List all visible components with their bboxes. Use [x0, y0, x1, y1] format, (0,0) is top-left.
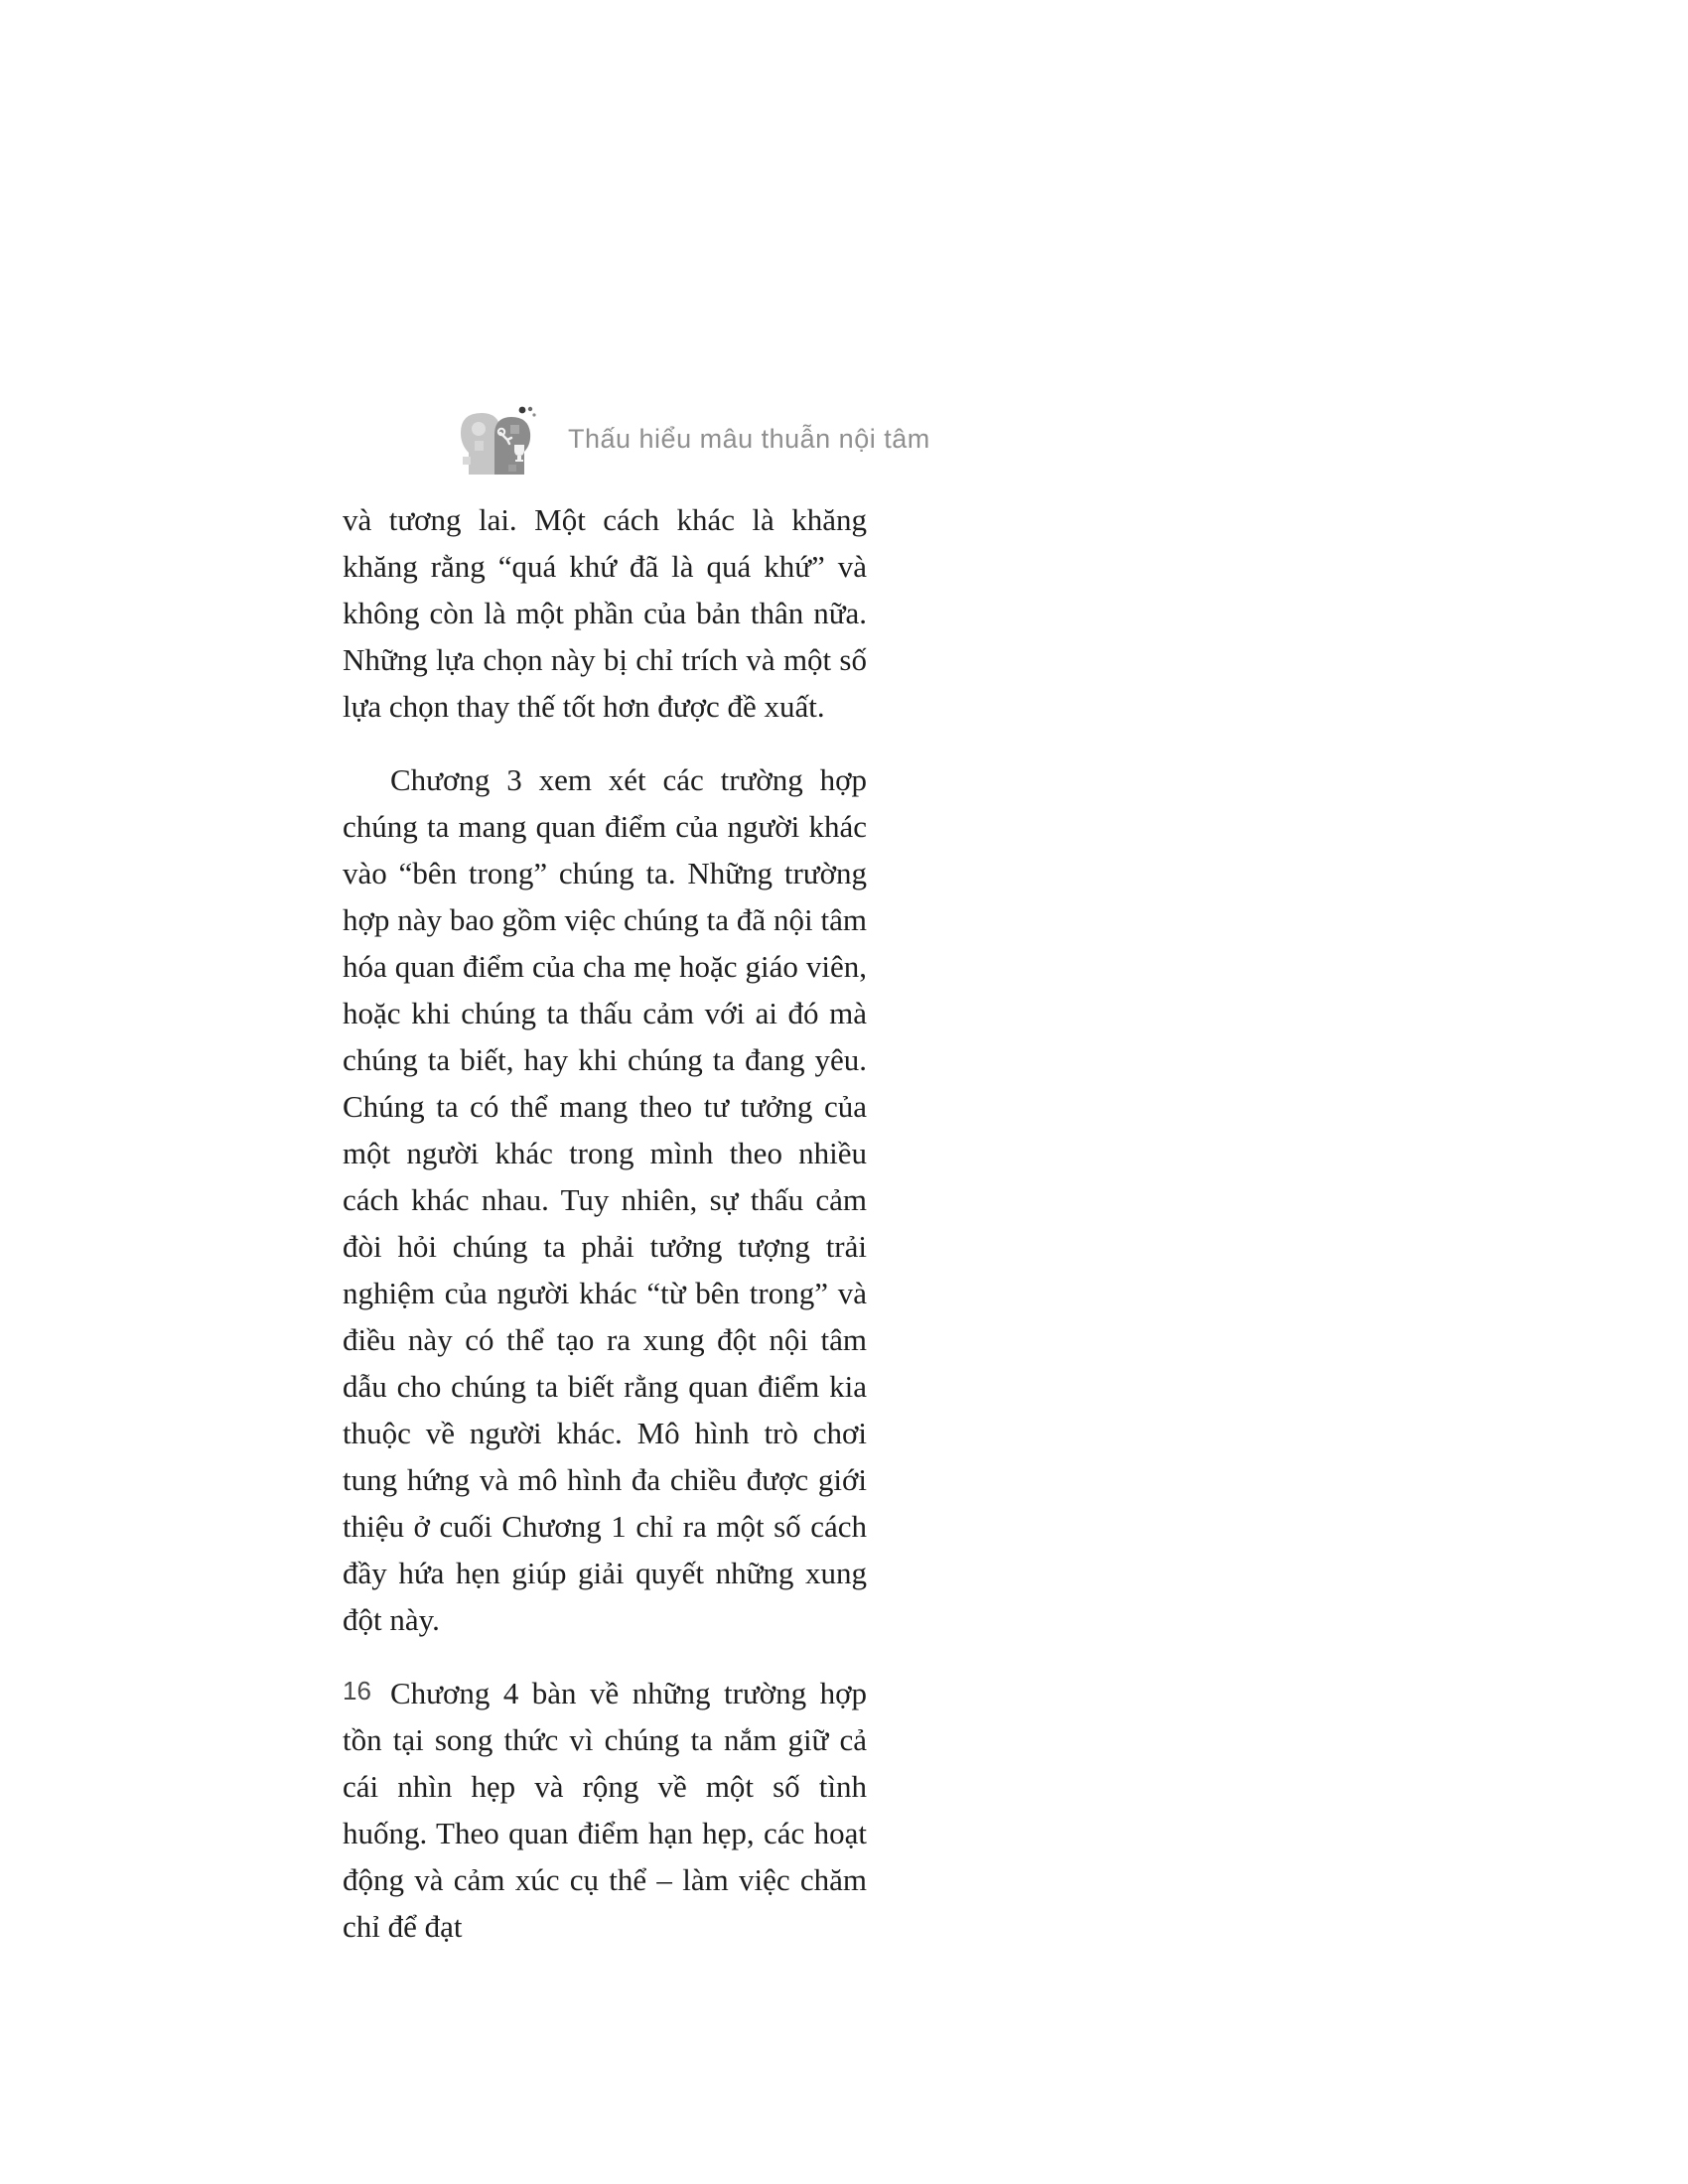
page-body-text — [343, 496, 867, 1950]
paragraph: Chương 4 bàn về những trường hợp tồn tại song thức vì chúng ta nắm giữ cả cái nhìn hẹp và rộng về một số tình huống. Theo quan điểm hạn hẹp, các hoạt động và cảm xúc cụ thể – làm việc chăm chỉ để đạt — [343, 1676, 867, 1944]
paragraph: và tương lai. Một cách khác là khăng khăng rằng “quá khứ đã là quá khứ” và không còn là một phần của bản thân nữa. Những lựa chọn này bị chỉ trích và một số lựa chọn thay thế tốt hơn được đề xuất. — [343, 502, 867, 724]
two-heads-logo-icon — [449, 405, 546, 477]
running-header-title: Thấu hiểu mâu thuẫn nội tâm — [568, 423, 930, 454]
page-number: 16 — [343, 1676, 371, 1706]
paragraph: Chương 3 xem xét các trường hợp chúng ta mang quan điểm của người khác vào “bên trong” chúng ta. Những trường hợp này bao gồm việc chúng ta đã nội tâm hóa quan điểm của cha mẹ hoặc giáo viên, hoặc khi chúng ta thấu cảm với ai đó mà chúng ta biết, hay khi chúng ta đang yêu. Chúng ta có thể mang theo tư tưởng của một người khác trong mình theo nhiều cách khác nhau. Tuy nhiên, sự thấu cảm đòi hỏi chúng ta phải tưởng tượng trải nghiệm của người khác “từ bên trong” và điều này có thể tạo ra xung đột nội tâm dẫu cho chúng ta biết rằng quan điểm kia thuộc về người khác. Mô hình trò chơi tung hứng và mô hình đa chiều được giới thiệu ở cuối Chương 1 chỉ ra một số cách đầy hứa hẹn giúp giải quyết những xung đột này. — [343, 762, 867, 1637]
running-header — [449, 405, 930, 477]
